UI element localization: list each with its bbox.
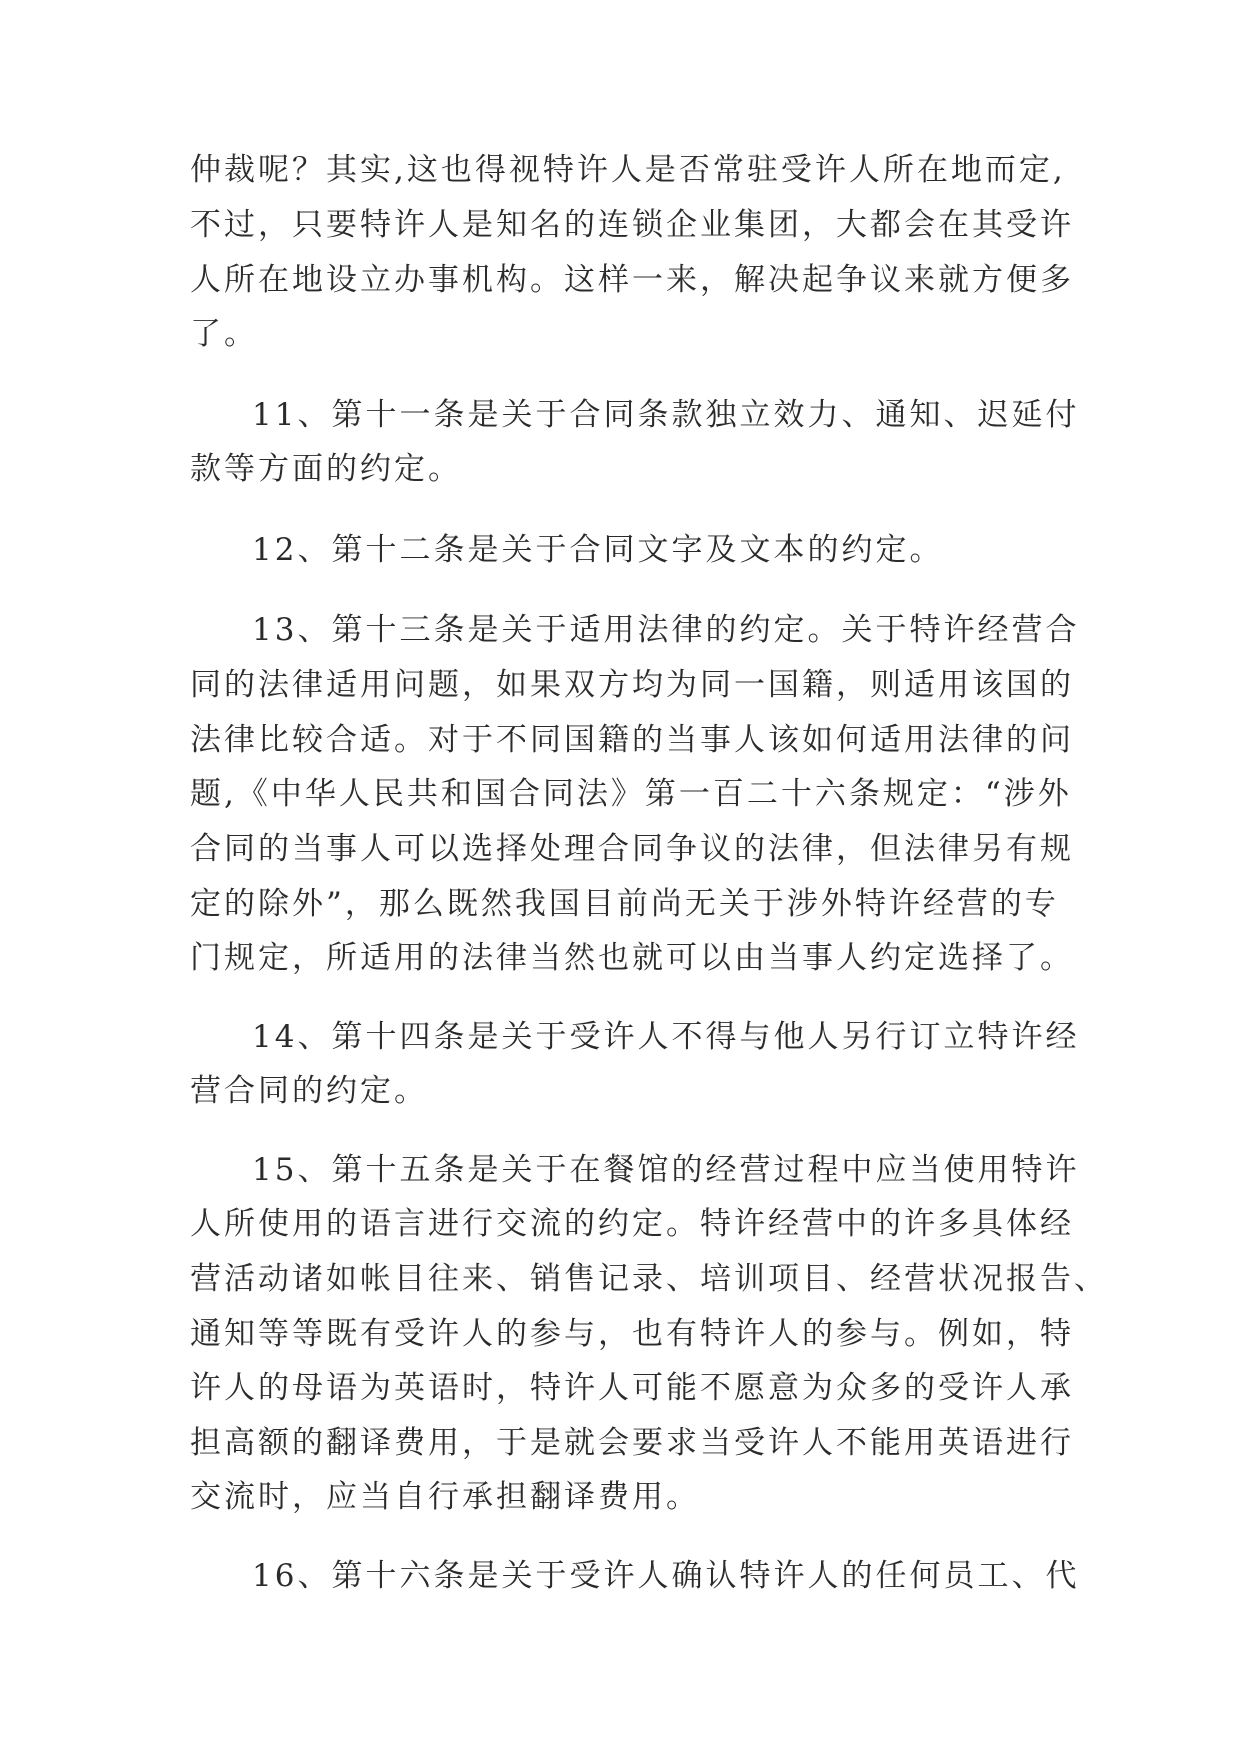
text-line: 题,《中华人民共和国合同法》第一百二十六条规定：“涉外 bbox=[190, 776, 1072, 812]
text-line: 16、第十六条是关于受许人确认特许人的任何员工、代 bbox=[252, 1558, 1080, 1594]
text-line: 同的法律适用问题，如果双方均为同一国籍，则适用该国的 bbox=[190, 667, 1074, 703]
text-line: 担高额的翻译费用，于是就会要求当受许人不能用英语进行 bbox=[190, 1425, 1074, 1461]
text-line: 14、第十四条是关于受许人不得与他人另行订立特许经 bbox=[252, 1019, 1080, 1055]
text-line: 通知等等既有受许人的参与，也有特许人的参与。例如，特 bbox=[190, 1316, 1074, 1352]
text-line: 人所使用的语言进行交流的约定。特许经营中的许多具体经 bbox=[190, 1206, 1074, 1242]
text-line: 合同的当事人可以选择处理合同争议的法律，但法律另有规 bbox=[190, 831, 1074, 867]
text-line: 营合同的约定。 bbox=[190, 1073, 428, 1109]
text-line: 13、第十三条是关于适用法律的约定。关于特许经营合 bbox=[252, 612, 1080, 648]
text-line: 营活动诸如帐目往来、销售记录、培训项目、经营状况报告、 bbox=[190, 1261, 1108, 1297]
text-line: 人所在地设立办事机构。这样一来，解决起争议来就方便多 bbox=[190, 262, 1074, 298]
text-line: 许人的母语为英语时，特许人可能不愿意为众多的受许人承 bbox=[190, 1370, 1074, 1406]
text-line: 仲裁呢？其实,这也得视特许人是否常驻受许人所在地而定, bbox=[190, 152, 1066, 188]
text-line: 定的除外”，那么既然我国目前尚无关于涉外特许经营的专 bbox=[190, 886, 1059, 922]
text-line: 交流时，应当自行承担翻译费用。 bbox=[190, 1479, 700, 1515]
text-line: 15、第十五条是关于在餐馆的经营过程中应当使用特许 bbox=[252, 1152, 1080, 1188]
text-line: 了。 bbox=[190, 316, 258, 352]
text-line: 11、第十一条是关于合同条款独立效力、通知、迟延付 bbox=[252, 397, 1080, 433]
text-line: 款等方面的约定。 bbox=[190, 451, 462, 487]
text-line: 不过，只要特许人是知名的连锁企业集团，大都会在其受许 bbox=[190, 207, 1074, 243]
text-line: 法律比较合适。对于不同国籍的当事人该如何适用法律的问 bbox=[190, 722, 1074, 758]
text-line: 门规定，所适用的法律当然也就可以由当事人约定选择了。 bbox=[190, 940, 1074, 976]
text-line: 12、第十二条是关于合同文字及文本的约定。 bbox=[252, 532, 944, 568]
